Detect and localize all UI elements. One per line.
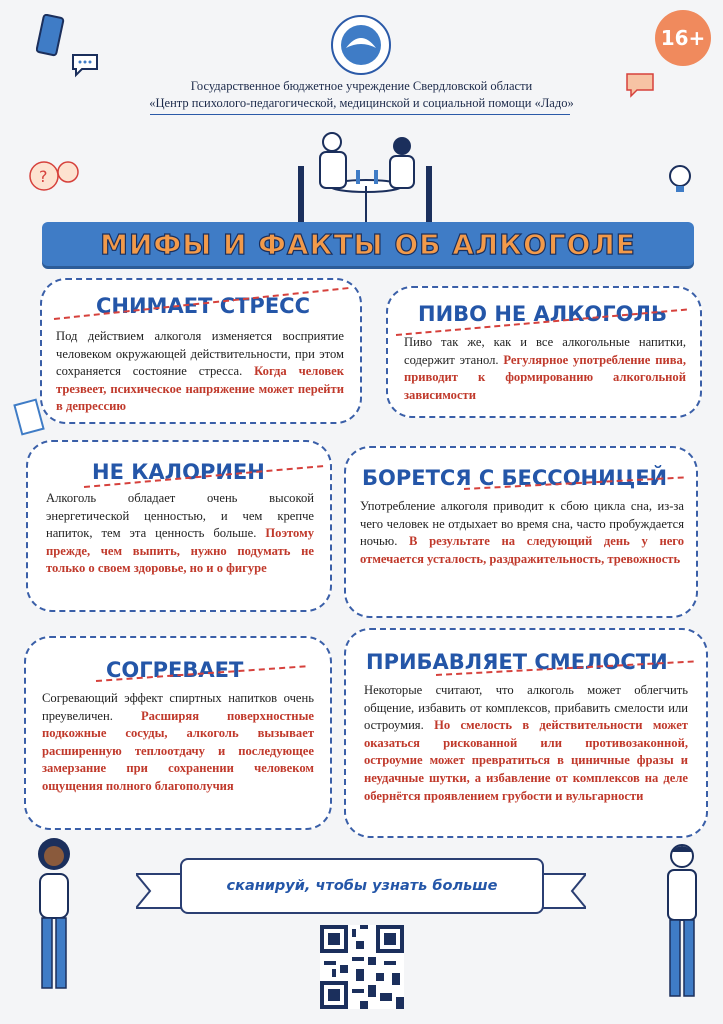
qr-code-icon[interactable] xyxy=(320,925,404,1009)
myth-text xyxy=(404,334,686,404)
scan-cta-ribbon xyxy=(180,858,544,914)
myth-text xyxy=(56,328,344,416)
myth-text xyxy=(42,690,314,796)
myth-fact: Когда человек трезвеет, психическое напряжение может перейти в депрессию xyxy=(56,364,344,414)
myth-fact: В результате на следующий день у него отмечается усталость, раздражительность, тревожность xyxy=(360,534,684,566)
myth-bubble-stress xyxy=(40,278,362,424)
organization-name xyxy=(60,78,663,112)
org-line-1: Государственное бюджетное учреждение Свердловской области xyxy=(190,79,533,93)
myth-text xyxy=(364,682,688,805)
myth-description: Употребление алкоголя приводит к сбою цикла сна, из-за чего человек не отдыхает во время сна, часто пробуждается ночью. xyxy=(360,499,684,549)
myth-title: СОГРЕВАЕТ xyxy=(106,658,244,682)
myth-title: СНИМАЕТ СТРЕСС xyxy=(96,294,310,318)
myth-fact: Но смелость в действительности может оказаться рискованной или противозаконной, остроумие может превратиться в циничные фразы и неудачные шутки, а избавление от комплексов на деле обернётся проявлением грубости и вульгарности xyxy=(364,718,688,803)
lightbulb-icon xyxy=(662,160,698,196)
myth-bubble-insomnia xyxy=(344,446,698,618)
myth-description: Некоторые считают, что алкоголь может облегчить общение, избавить от комплексов, прибавить смелости или остроумия. xyxy=(364,683,688,733)
myth-title: НЕ КАЛОРИЕН xyxy=(92,460,265,484)
org-line-2: «Центр психолого-педагогической, медицинской и социальной помощи «Ладо» xyxy=(149,96,574,110)
question-chat-icon xyxy=(28,158,82,194)
myth-bubble-calories xyxy=(26,440,332,612)
age-rating-badge: 16+ xyxy=(655,10,711,66)
main-title-banner xyxy=(42,222,694,266)
myth-fact: Поэтому прежде, чем выпить, нужно подумать не только о своем здоровье, но и о фигуре xyxy=(46,526,314,576)
myth-bubble-warming xyxy=(24,636,332,830)
girl-illustration xyxy=(20,832,90,1002)
myth-title: ПРИБАВЛЯЕТ СМЕЛОСТИ xyxy=(366,650,668,674)
myth-description: Алкоголь обладает очень высокой энергетической ценностью, и чем крепче напиток, тем эта ценность больше. xyxy=(46,491,314,541)
main-title: МИФЫ И ФАКТЫ ОБ АЛКОГОЛЕ xyxy=(100,227,636,261)
myth-title: БОРЕТСЯ С БЕССОНИЦЕЙ xyxy=(362,466,668,490)
boy-illustration xyxy=(650,838,714,1008)
couple-illustration xyxy=(280,126,450,226)
myth-fact: Регулярное употребление пива, приводит к формированию алкогольной зависимости xyxy=(404,352,686,402)
header-divider xyxy=(150,114,570,115)
myth-text xyxy=(46,490,314,578)
scan-cta-text: сканируй, чтобы узнать больше xyxy=(226,878,498,894)
myth-bubble-beer xyxy=(386,286,702,418)
myth-description: Согревающий эффект спиртных напитков очень преувеличен. xyxy=(42,691,314,723)
chat-icon xyxy=(70,52,100,78)
myth-bubble-courage xyxy=(344,628,708,838)
myth-description: Под действием алкоголя изменяется восприятие человеком окружающей действительности, при этом сохраняется состояние стресса. xyxy=(56,329,344,379)
myth-fact: Расширяя поверхностные подкожные сосуды, алкоголь вызывает расширенную теплоотдачу и последующее замерзание при сохранении человеком ощущения полного благополучия xyxy=(42,708,314,793)
myth-description: Пиво так же, как и все алкогольные напитки, содержит этанол. xyxy=(404,335,686,367)
lado-logo xyxy=(330,14,392,76)
myth-text xyxy=(360,498,684,568)
svg-text:?: ? xyxy=(39,167,48,186)
myth-title: ПИВО НЕ АЛКОГОЛЬ xyxy=(418,302,667,326)
phone-icon xyxy=(36,14,66,58)
